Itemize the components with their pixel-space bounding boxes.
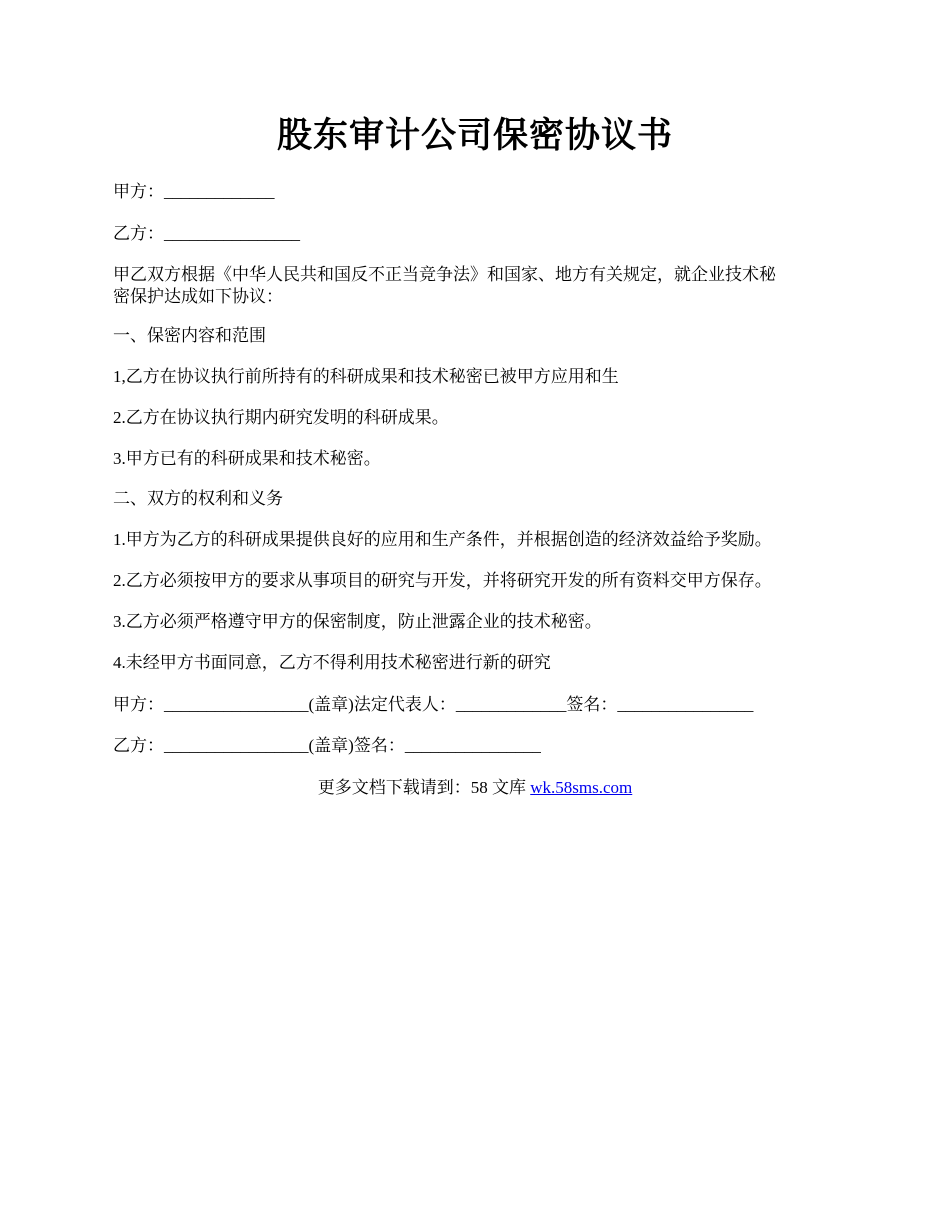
section2-heading: 二、双方的权利和义务 — [113, 489, 283, 508]
section2-item: 3.乙方必须严格遵守甲方的保密制度，防止泄露企业的技术秘密。 — [113, 612, 602, 631]
footer-text: 更多文档下载请到：58 文库 — [317, 778, 531, 797]
party-b-line: 乙方：________________ — [113, 224, 300, 243]
section1-heading: 一、保密内容和范围 — [113, 326, 266, 345]
section1-item: 1,乙方在协议执行前所持有的科研成果和技术秘密已被甲方应用和生 — [113, 367, 619, 386]
section2-item: 4.未经甲方书面同意，乙方不得利用技术秘密进行新的研究 — [113, 653, 551, 672]
signature-line-party-a: 甲方：_________________(盖章)法定代表人：_____________签名：________________ — [113, 695, 754, 714]
party-a-line: 甲方：_____________ — [113, 182, 275, 201]
section2-item: 1.甲方为乙方的科研成果提供良好的应用和生产条件，并根据创造的经济效益给予奖励。 — [113, 530, 772, 549]
intro-paragraph-line-1: 甲乙双方根据《中华人民共和国反不正当竞争法》和国家、地方有关规定，就企业技术秘 — [113, 265, 776, 284]
footer-link[interactable]: wk.58sms.com — [530, 778, 633, 797]
section2-item: 2.乙方必须按甲方的要求从事项目的研究与开发，并将研究开发的所有资料交甲方保存。 — [113, 571, 772, 590]
document-title: 股东审计公司保密协议书 — [276, 116, 673, 155]
intro-paragraph-line-2: 密保护达成如下协议： — [113, 287, 283, 306]
signature-line-party-b: 乙方：_________________(盖章)签名：________________ — [113, 736, 541, 755]
footer — [0, 777, 950, 798]
section1-item: 3.甲方已有的科研成果和技术秘密。 — [113, 449, 381, 468]
section1-item: 2.乙方在协议执行期内研究发明的科研成果。 — [113, 408, 449, 427]
